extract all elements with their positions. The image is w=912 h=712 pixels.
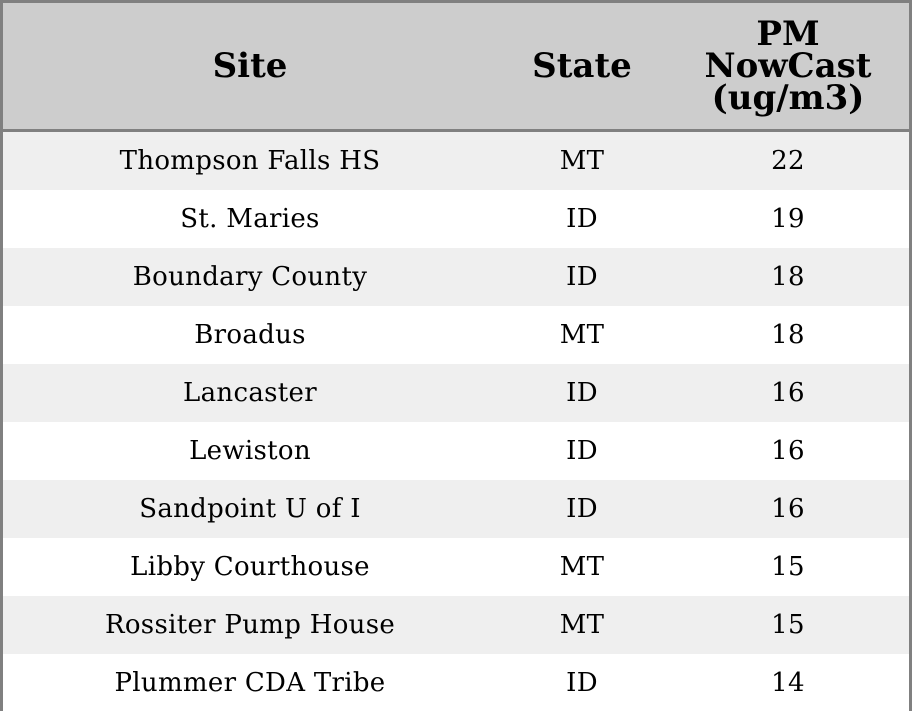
cell-site: Lewiston: [189, 436, 311, 466]
cell-pm: 16: [771, 494, 805, 524]
cell-site: St. Maries: [180, 204, 320, 234]
cell-pm: 16: [771, 436, 805, 466]
header-site: Site: [212, 46, 288, 86]
table-row: [3, 132, 909, 190]
table-row: [3, 248, 909, 306]
header-state: State: [532, 46, 632, 86]
cell-pm: 14: [771, 668, 805, 698]
table-row: [3, 654, 909, 712]
table-header-row: [3, 3, 909, 132]
cell-pm: 18: [771, 262, 805, 292]
cell-pm: 16: [771, 378, 805, 408]
table-row: [3, 480, 909, 538]
cell-pm: 19: [771, 204, 805, 234]
cell-pm: 18: [771, 320, 805, 350]
cell-state: MT: [559, 552, 605, 582]
cell-state: MT: [559, 146, 605, 176]
table-row: [3, 596, 909, 654]
cell-state: ID: [566, 436, 598, 466]
cell-site: Rossiter Pump House: [104, 610, 396, 640]
cell-site: Libby Courthouse: [130, 552, 370, 582]
cell-state: MT: [559, 320, 605, 350]
cell-state: ID: [566, 494, 598, 524]
table-row: [3, 422, 909, 480]
table-row: [3, 538, 909, 596]
cell-site: Sandpoint U of I: [139, 494, 361, 524]
table-row: [3, 364, 909, 422]
cell-site: Broadus: [194, 320, 306, 350]
cell-state: ID: [566, 668, 598, 698]
cell-pm: 22: [771, 146, 805, 176]
cell-state: ID: [566, 262, 598, 292]
header-pm-nowcast: PM NowCast (ug/m3): [704, 14, 872, 118]
table-body: [3, 132, 909, 712]
cell-pm: 15: [771, 610, 805, 640]
table-row: [3, 306, 909, 364]
cell-site: Plummer CDA Tribe: [114, 668, 386, 698]
cell-state: MT: [559, 610, 605, 640]
cell-site: Lancaster: [183, 378, 317, 408]
cell-site: Boundary County: [132, 262, 368, 292]
cell-state: ID: [566, 204, 598, 234]
table-row: [3, 190, 909, 248]
cell-site: Thompson Falls HS: [119, 146, 381, 176]
cell-state: ID: [566, 378, 598, 408]
cell-pm: 15: [771, 552, 805, 582]
